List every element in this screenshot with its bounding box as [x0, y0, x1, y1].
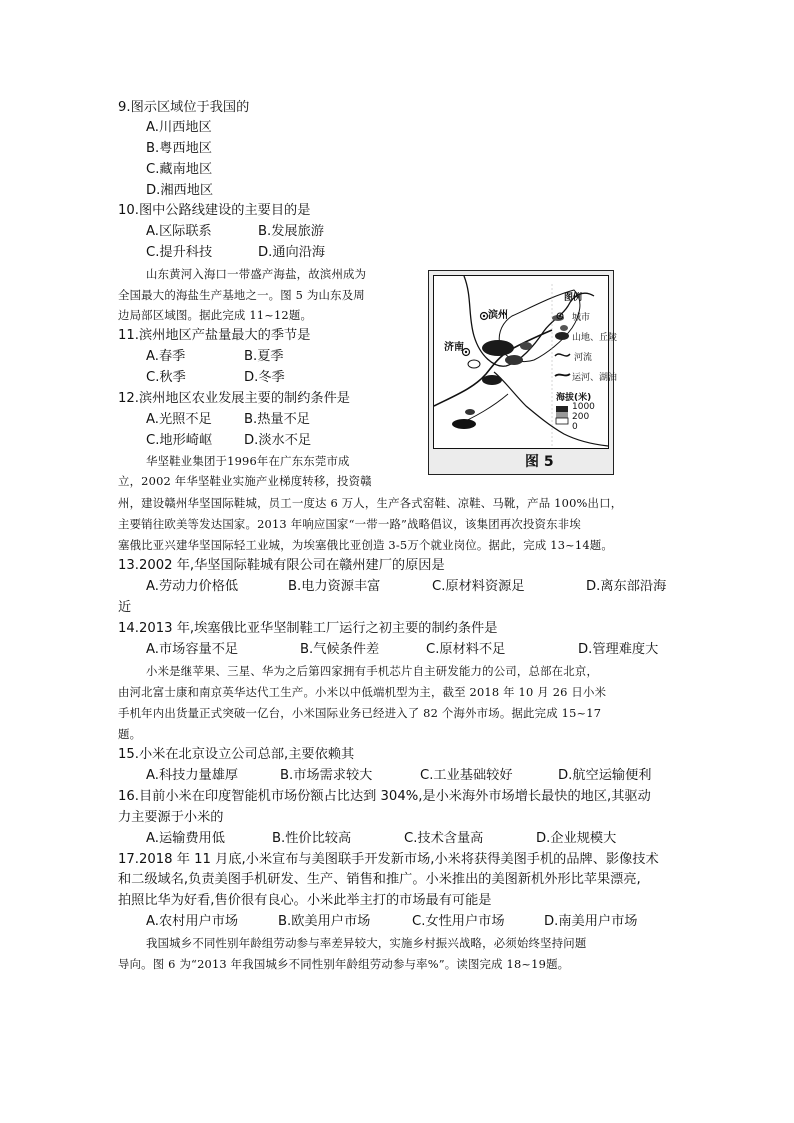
map-city-jinan: 济南 — [444, 342, 464, 353]
passage2-line4: 主要销往欧美等发达国家。2013 年响应国家“一带一路”战略倡议，该集团再次投资东非埃 — [118, 517, 581, 531]
q14-stem: 14.2013 年,埃塞俄比亚华坚制鞋工厂运行之初主要的制约条件是 — [118, 621, 498, 636]
q10-option-d: D.通向沿海 — [258, 245, 326, 260]
q17-option-d: D.南美用户市场 — [544, 914, 638, 929]
q12-option-a: A.光照不足 — [146, 412, 212, 427]
q17-option-a: A.农村用户市场 — [146, 914, 239, 929]
q17-option-b: B.欧美用户市场 — [278, 914, 371, 929]
legend-elev-0: 0 — [572, 422, 578, 432]
q13-stem: 13.2002 年,华坚国际鞋城有限公司在赣州建厂的原因是 — [118, 558, 445, 573]
passage1-line1: 山东黄河入海口一带盛产海盐，故滨州成为 — [146, 267, 367, 281]
q9-stem: 9.图示区域位于我国的 — [118, 100, 250, 115]
q16-option-c: C.技术含量高 — [404, 831, 484, 846]
passage1-line2: 全国最大的海盐生产基地之一。图 5 为山东及周 — [118, 288, 365, 302]
legend-lake: 运河、湖泊 — [572, 373, 618, 383]
figure5-map — [428, 270, 618, 475]
q16-option-b: B.性价比较高 — [272, 831, 352, 846]
q11-stem: 11.滨州地区产盐量最大的季节是 — [118, 328, 311, 343]
passage3-line3: 手机年内出货量正式突破一亿台，小米国际业务已经进入了 82 个海外市场。据此完成 15~17 — [118, 706, 602, 720]
passage2-line5: 塞俄比亚兴建华坚国际轻工业城，为埃塞俄比亚创造 3-5万个就业岗位。据此，完成 13~14题。 — [118, 538, 613, 552]
q17-stem-line2: 和二级域名,负责美图手机研发、生产、销售和推广。小米推出的美图新机外形比苹果漂亮, — [118, 872, 641, 887]
passage4-line2: 导向。图 6 为“2013 年我国城乡不同性别年龄组劳动参与率%”。读图完成 18~19题。 — [118, 957, 570, 971]
q16-stem-line2: 力主要源于小米的 — [118, 810, 224, 825]
q17-option-c: C.女性用户市场 — [412, 914, 505, 929]
map-city-binzhou: 滨州 — [488, 310, 508, 321]
q10-option-b: B.发展旅游 — [258, 224, 324, 239]
q11-option-b: B.夏季 — [244, 349, 284, 364]
passage2-line3: 州，建设赣州华坚国际鞋城，员工一度达 6 万人，生产各式窑鞋、凉鞋、马靴，产品 100%出口， — [118, 496, 623, 510]
q13-option-c: C.原材料资源足 — [432, 579, 525, 594]
passage2-line1: 华坚鞋业集团于1996年在广东东莞市成 — [146, 454, 350, 468]
q10-option-c: C.提升科技 — [146, 245, 213, 260]
legend-city: 城市 — [572, 313, 591, 323]
q17-stem-line1: 17.2018 年 11 月底,小米宣布与美图联手开发新市场,小米将获得美图手机的品牌、影像技术 — [118, 852, 659, 867]
passage1-line3: 边局部区域图。据此完成 11~12题。 — [118, 308, 313, 322]
legend-river: 河流 — [574, 353, 593, 363]
passage3-line4: 题。 — [118, 727, 142, 741]
q11-option-d: D.冬季 — [244, 370, 285, 385]
q11-option-c: C.秋季 — [146, 370, 186, 385]
q11-option-a: A.春季 — [146, 349, 186, 364]
legend-title: 图例 — [564, 293, 583, 303]
passage4-line1: 我国城乡不同性别年龄组劳动参与率差异较大，实施乡村振兴战略，必须始终坚持问题 — [146, 936, 587, 950]
q14-option-d: D.管理难度大 — [578, 642, 659, 657]
legend-hills: 山地、丘陵 — [572, 333, 618, 343]
q13-option-a: A.劳动力价格低 — [146, 579, 239, 594]
q10-option-a: A.区际联系 — [146, 224, 212, 239]
figure5-caption: 图 5 — [525, 454, 554, 470]
q16-option-a: A.运输费用低 — [146, 831, 225, 846]
q10-stem: 10.图中公路线建设的主要目的是 — [118, 203, 311, 218]
q14-option-b: B.气候条件差 — [300, 642, 380, 657]
q9-option-a: A.川西地区 — [146, 120, 212, 135]
q12-option-d: D.淡水不足 — [244, 433, 312, 448]
q15-option-d: D.航空运输便利 — [558, 768, 652, 783]
q13-option-d: D.离东部沿海 — [586, 579, 667, 594]
map-frame — [433, 275, 618, 449]
legend-elev-1000: 1000 — [572, 402, 595, 412]
q14-option-c: C.原材料不足 — [426, 642, 506, 657]
legend-elevation-title: 海拔(米) — [556, 393, 592, 403]
q9-option-d: D.湘西地区 — [146, 183, 214, 198]
q15-stem: 15.小米在北京设立公司总部,主要依赖其 — [118, 747, 355, 762]
q17-stem-line3: 拍照比华为好看,售价很有良心。小米此举主打的市场最有可能是 — [118, 893, 492, 908]
q12-stem: 12.滨州地区农业发展主要的制约条件是 — [118, 391, 350, 406]
q9-option-c: C.藏南地区 — [146, 162, 213, 177]
q12-option-c: C.地形崎岖 — [146, 433, 213, 448]
legend-elev-200: 200 — [572, 412, 590, 422]
passage3-line2: 由河北富士康和南京英华达代工生产。小米以中低端机型为主，截至 2018 年 10 月 26 日小米 — [118, 685, 607, 699]
passage2-line2: 立，2002 年华坚鞋业实施产业梯度转移，投资赣 — [118, 474, 372, 488]
q13-option-d-continuation: 近 — [118, 600, 132, 615]
q13-option-b: B.电力资源丰富 — [288, 579, 381, 594]
q9-option-b: B.粤西地区 — [146, 141, 212, 156]
q15-option-c: C.工业基础较好 — [420, 768, 513, 783]
q16-stem-line1: 16.目前小米在印度智能机市场份额占比达到 304%,是小米海外市场增长最快的地区,其驱动 — [118, 789, 651, 804]
q12-option-b: B.热量不足 — [244, 412, 310, 427]
q14-option-a: A.市场容量不足 — [146, 642, 239, 657]
q15-option-b: B.市场需求较大 — [280, 768, 373, 783]
q15-option-a: A.科技力量雄厚 — [146, 768, 239, 783]
q16-option-d: D.企业规模大 — [536, 831, 617, 846]
passage3-line1: 小米是继苹果、三星、华为之后第四家拥有手机芯片自主研发能力的公司，总部在北京， — [146, 664, 599, 678]
